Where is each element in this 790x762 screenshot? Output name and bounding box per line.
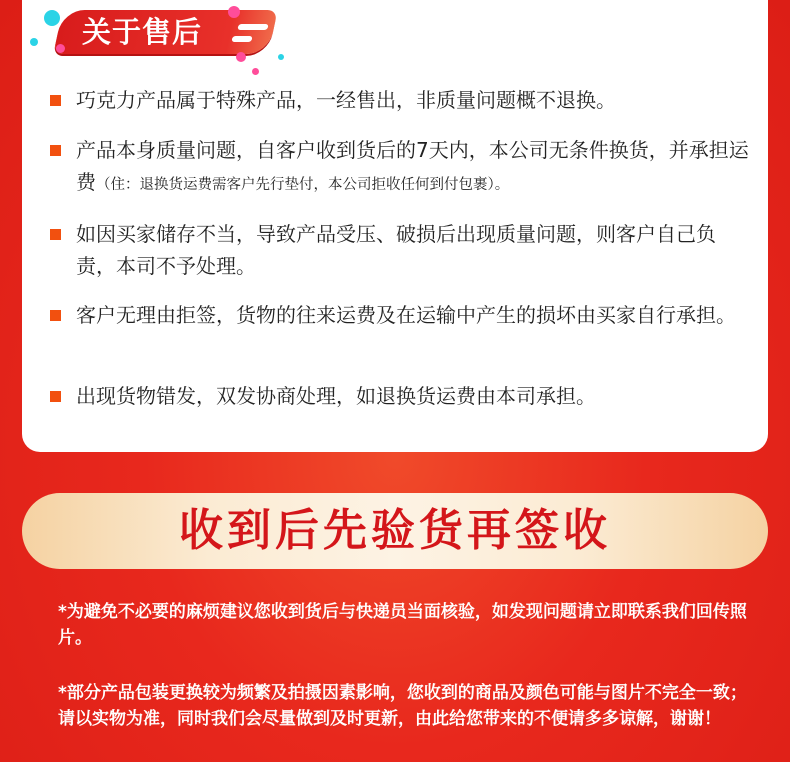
rule-text: 产品本身质量问题，自客户收到货后的7天内，本公司无条件换货，并承担运费 — [76, 138, 749, 194]
square-bullet-icon — [50, 229, 61, 240]
decor-dot-icon — [252, 68, 259, 75]
decor-dot-icon — [228, 6, 240, 18]
list-item — [50, 380, 750, 412]
rule-note: （住：退换货运费需客户先行垫付，本公司拒收任何到付包裹）。 — [96, 177, 510, 193]
list-item — [50, 218, 750, 282]
decor-bar-icon — [231, 36, 252, 42]
footnote: *部分产品包装更换较为频繁及拍摄因素影响，您收到的商品及颜色可能与图片不完全一致；请以实物为准，同时我们会尽量做到及时更新，由此给您带来的不便请多多谅解，谢谢！ — [58, 683, 747, 729]
rule-text: 如因买家储存不当，导致产品受压、破损后出现质量问题，则客户自己负责，本司不予处理。 — [76, 222, 716, 278]
decor-dot-icon — [44, 10, 60, 26]
list-item — [50, 134, 750, 201]
square-bullet-icon — [50, 145, 61, 156]
footnote: *为避免不必要的麻烦建议您收到货后与快递员当面核验，如发现问题请立即联系我们回传照片。 — [58, 602, 747, 648]
decor-dot-icon — [56, 44, 65, 53]
decor-bar-icon — [237, 24, 268, 30]
list-item — [50, 299, 750, 331]
rule-text: 客户无理由拒签，货物的往来运费及在运输中产生的损坏由买家自行承担。 — [76, 303, 736, 327]
rule-text: 巧克力产品属于特殊产品，一经售出，非质量问题概不退换。 — [76, 88, 616, 112]
square-bullet-icon — [50, 310, 61, 321]
list-item — [50, 84, 750, 116]
square-bullet-icon — [50, 95, 61, 106]
decor-dot-icon — [30, 38, 38, 46]
decor-dot-icon — [236, 52, 246, 62]
rule-text: 出现货物错发，双发协商处理，如退换货运费由本司承担。 — [76, 384, 596, 408]
square-bullet-icon — [50, 391, 61, 402]
section-title: 关于售后 — [82, 15, 203, 49]
inspect-before-sign-banner — [22, 493, 768, 569]
decor-dot-icon — [278, 54, 284, 60]
banner-text: 收到后先验货再签收 — [179, 505, 611, 556]
